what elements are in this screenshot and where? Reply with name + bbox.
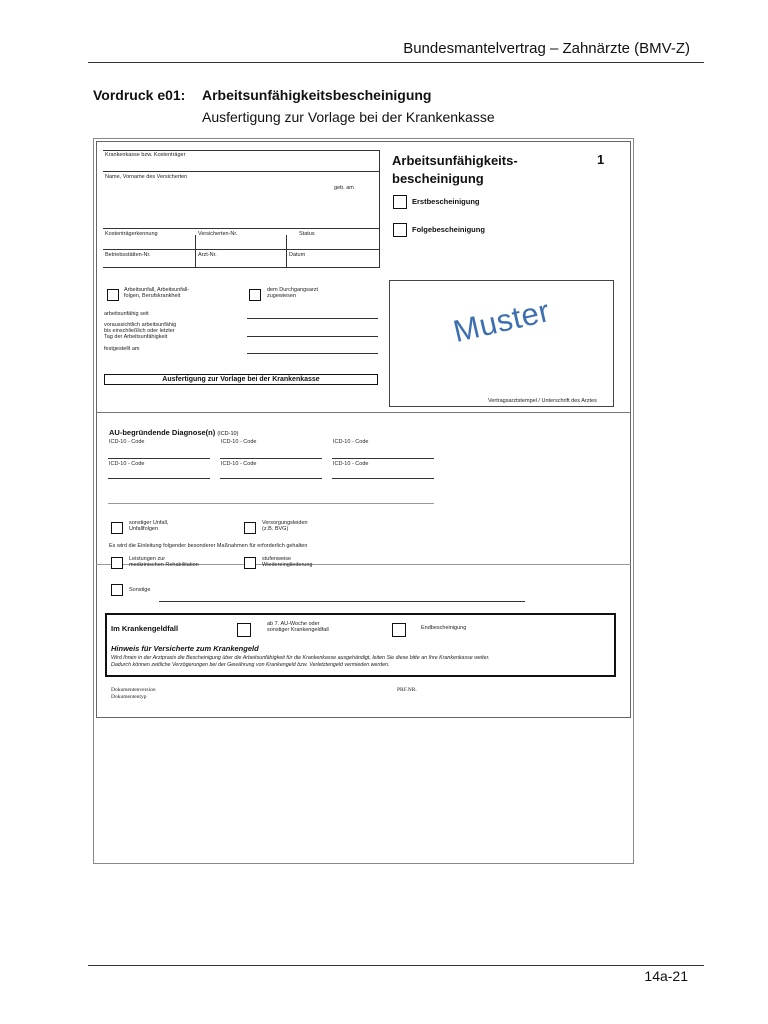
icd-code-label: ICD-10 - Code (333, 439, 369, 445)
icd-code-field[interactable] (108, 478, 210, 479)
rehabilitation-label (129, 556, 199, 568)
durchgangsarzt-line2: zugewiesen (267, 293, 297, 299)
sonstiger-unfall-checkbox[interactable] (111, 522, 123, 534)
arzt-nr-label: Arzt-Nr. (198, 252, 217, 258)
folgebescheinigung-label: Folgebescheinigung (412, 225, 485, 234)
icd-code-label: ICD-10 - Code (221, 439, 257, 445)
massnahmen-text: Es wird die Einleitung folgender besonderer Maßnahmen für erforderlich gehalten (109, 543, 308, 549)
vordruck-label: Vordruck e01: (93, 87, 186, 103)
sonstiger-unfall-line1: sonstiger Unfall, (129, 520, 169, 526)
hinweis-text-line2: Dadurch können zeitliche Verzögerungen bei der Gewährung von Krankengeld bzw. Verletztengeld vermieden werden. (111, 662, 390, 668)
status-label: Status (299, 231, 315, 237)
voraussichtlich-field[interactable] (247, 336, 378, 337)
arbeitsunfall-line1: Arbeitsunfall, Arbeitsunfall- (124, 287, 190, 293)
versorgungsleiden-line2: (z.B. BVG) (262, 526, 289, 532)
hinweis-title: Hinweis für Versicherte zum Krankengeld (111, 644, 259, 653)
form-title-line1: Arbeitsunfähigkeits- (392, 153, 518, 168)
versorgungsleiden-checkbox[interactable] (244, 522, 256, 534)
stufenweise-line1: stufenweise (262, 556, 292, 562)
field-border-bottom (103, 267, 380, 268)
footer-divider (88, 965, 704, 966)
icd-code-label: ICD-10 - Code (221, 461, 257, 467)
versorgungsleiden-label (262, 520, 308, 532)
sonstiger-unfall-label (129, 520, 168, 532)
icd-code-field[interactable] (220, 478, 322, 479)
arztstempel-field[interactable] (389, 280, 614, 407)
ausfertigung-box: Ausfertigung zur Vorlage bei der Krankenkasse (104, 374, 378, 385)
stufenweise-line2: Wiedereingliederung (262, 562, 313, 568)
icd-code-field[interactable] (220, 458, 322, 459)
icd-code-label: ICD-10 - Code (333, 461, 369, 467)
versicherten-nr-label: Versicherten-Nr. (198, 231, 238, 237)
betriebsstaetten-nr-label: Betriebsstätten-Nr. (105, 252, 151, 258)
kostentraegerkennung-label: Kostenträgerkennung (105, 231, 158, 237)
diagnose-title-text: AU-begründende Diagnose(n) (109, 428, 216, 437)
name-label: Name, Vorname des Versicherten (105, 174, 188, 180)
section-divider (96, 412, 631, 413)
krankengeldfall-label: Im Krankengeldfall (111, 624, 179, 633)
muster-watermark: Muster (450, 293, 554, 350)
prf-nr-label: PRF.NR. (397, 687, 417, 693)
page-number: 14a-21 (644, 968, 688, 984)
icd-code-field[interactable] (332, 458, 434, 459)
diagnose-suffix: (ICD-10) (217, 431, 239, 437)
hinweis-text-line1: Wird Ihnen in der Arztpraxis die Bescheinigung über die Arbeitsunfähigkeit für die Krankenkasse ausgehändigt, leiten Sie diese bitte an Ihre Krankenkasse weiter. (111, 655, 490, 661)
voraussichtlich-line3: Tag der Arbeitsunfähigkeit (104, 334, 168, 340)
field-divider (286, 235, 287, 267)
ab7-au-woche-checkbox[interactable] (237, 623, 251, 637)
form-title-line2: bescheinigung (392, 171, 484, 186)
field-border (103, 171, 380, 172)
ab7-au-woche-label (267, 621, 329, 633)
endbescheinigung-checkbox[interactable] (392, 623, 406, 637)
dokumentenversion-label: Dokumentenversion (111, 687, 156, 693)
festgestellt-field[interactable] (247, 353, 378, 354)
erstbescheinigung-checkbox[interactable] (393, 195, 407, 209)
diagnose-text-field[interactable] (108, 503, 434, 504)
sonstige-checkbox[interactable] (111, 584, 123, 596)
geb-am-label: geb. am (334, 185, 354, 191)
field-border-right (379, 150, 380, 267)
sonstige-field[interactable] (159, 601, 525, 602)
au-seit-label: arbeitsunfähig seit (104, 311, 149, 317)
durchgangsarzt-label (267, 287, 318, 299)
au-seit-field[interactable] (247, 318, 378, 319)
arbeitsunfall-label (124, 287, 189, 299)
voraussichtlich-label (104, 322, 176, 340)
endbescheinigung-label: Endbescheinigung (421, 625, 467, 631)
field-border (103, 228, 380, 229)
header-divider (88, 62, 704, 63)
ab7-line1: ab 7. AU-Woche oder (267, 621, 320, 627)
document-header-title: Bundesmantelvertrag – Zahnärzte (BMV-Z) (403, 40, 690, 57)
sonstige-label: Sonstige (129, 587, 151, 593)
sonstiger-unfall-line2: Unfallfolgen (129, 526, 159, 532)
field-divider (195, 235, 196, 267)
datum-label: Datum (289, 252, 306, 258)
copy-number: 1 (597, 152, 605, 167)
durchgangsarzt-checkbox[interactable] (249, 289, 261, 301)
vordruck-subtitle: Ausfertigung zur Vorlage bei der Krankenkasse (202, 109, 495, 125)
diagnose-title (109, 428, 238, 437)
leistungen-line1: Leistungen zur (129, 556, 166, 562)
voraussichtlich-line1: voraussichtlich arbeitsunfähig (104, 322, 177, 328)
rehabilitation-checkbox[interactable] (111, 557, 123, 569)
krankenkasse-label: Krankenkasse bzw. Kostenträger (105, 152, 186, 158)
folgebescheinigung-checkbox[interactable] (393, 223, 407, 237)
wiedereingliederung-checkbox[interactable] (244, 557, 256, 569)
leistungen-line2: medizinischen Rehabilitation (129, 562, 199, 568)
festgestellt-label: festgestellt am (104, 346, 140, 352)
vordruck-title: Arbeitsunfähigkeitsbescheinigung (202, 87, 432, 103)
icd-code-field[interactable] (332, 478, 434, 479)
versorgungsleiden-line1: Versorgungsleiden (262, 520, 308, 526)
stamp-label: Vertragsarztstempel / Unterschrift des Arztes (488, 398, 597, 404)
ab7-line2: sonstiger Krankengeldfall (267, 627, 329, 633)
arbeitsunfall-checkbox[interactable] (107, 289, 119, 301)
icd-code-label: ICD-10 - Code (109, 461, 145, 467)
erstbescheinigung-label: Erstbescheinigung (412, 197, 480, 206)
field-border-top (103, 150, 380, 151)
arbeitsunfall-line2: folgen, Berufskrankheit (124, 293, 181, 299)
field-border (103, 249, 380, 250)
durchgangsarzt-line1: dem Durchgangsarzt (267, 287, 319, 293)
wiedereingliederung-label (262, 556, 312, 568)
dokumententyp-label: Dokumententyp (111, 694, 147, 700)
form-title (392, 152, 518, 188)
voraussichtlich-line2: bis einschließlich oder letzter (104, 328, 175, 334)
icd-code-label: ICD-10 - Code (109, 439, 145, 445)
icd-code-field[interactable] (108, 458, 210, 459)
